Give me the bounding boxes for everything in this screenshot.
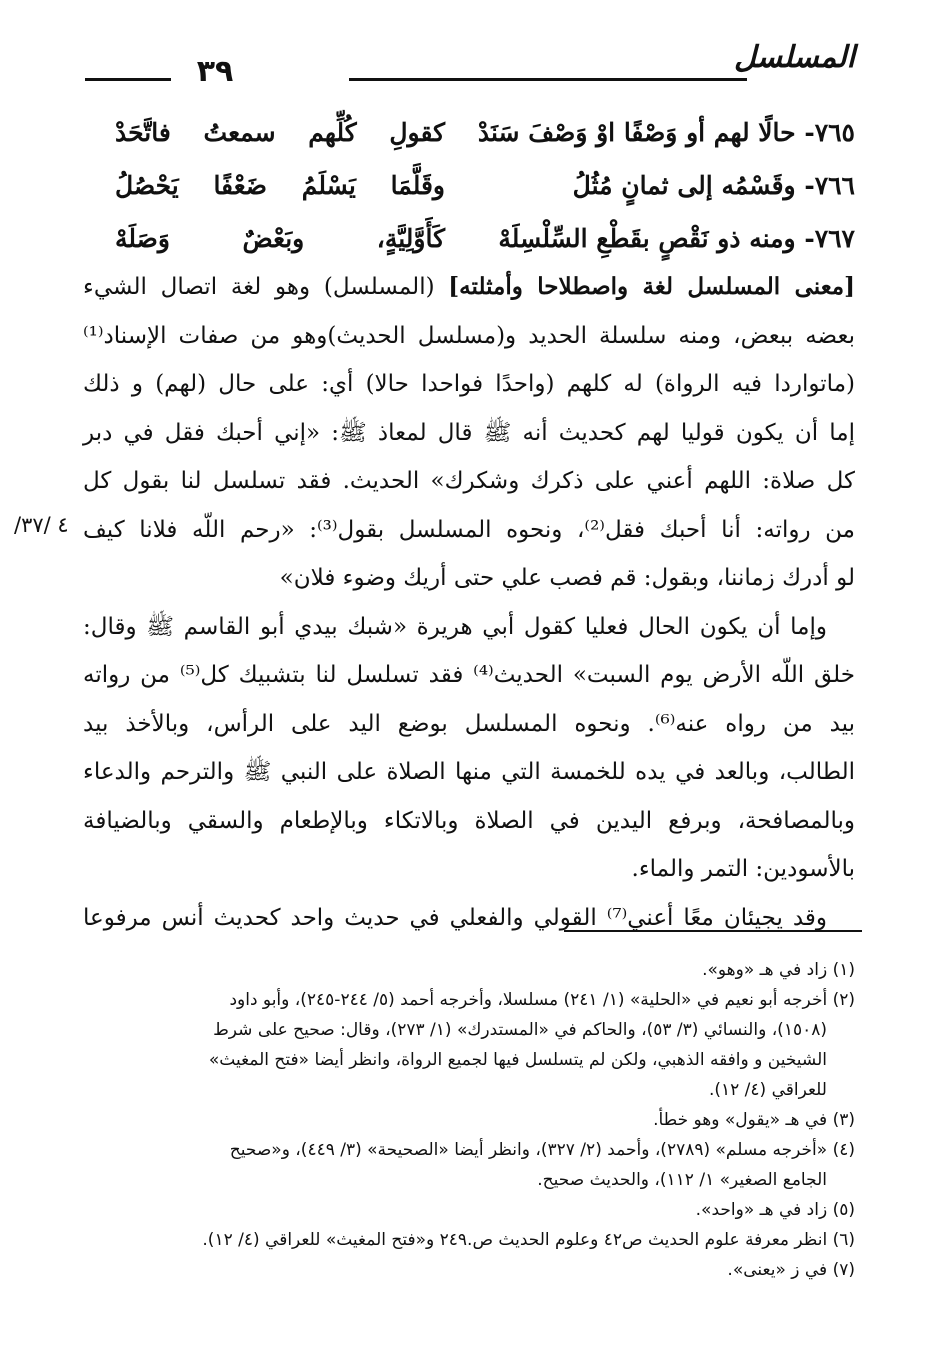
text-line: بيد من رواه عنه⁽⁶⁾. ونحوه المسلسل بوضع اليد على الرأس، وبالأخذ بيد — [83, 710, 855, 737]
margin-reference: /٤ /٣٧ — [14, 513, 69, 537]
footnote: (٦) انظر معرفة علوم الحديث ص٤٢ وعلوم الحديث ص.٢٤٩ و«فتح المغيث» للعراقي (٤/ ١٢). — [202, 1230, 855, 1250]
footnote: (٤) «أخرجه مسلم» (٢٧٨٩)، وأحمد (٢/ ٣٢٧)، وانظر أيضا «الصحيحة» (٣/ ٤٤٩)، و«صحيح — [229, 1140, 855, 1160]
verse-765 — [115, 108, 855, 161]
text-line: كل صلاة: اللهم أعني على ذكرك وشكرك» الحديث. فقد تسلسل لنا بقول كل — [83, 468, 855, 494]
header-rule — [349, 78, 747, 81]
footnote-continuation: الجامع الصغير» ١/ ١١٢)، والحديث صحيح. — [537, 1170, 827, 1190]
footnote-continuation: للعراقي (٤/ ١٢). — [708, 1080, 827, 1100]
verse-second-hemistich: كَأَوَّلِيَّةٍ، وبَعْضٌ وَصَلَهْ — [115, 224, 445, 253]
footnote-continuation: الشيخين و وافقه الذهبي، ولكن لم يتسلسل فيها لجميع الرواة، وانظر أيضا «فتح المغيث» — [208, 1050, 827, 1070]
footnote-continuation: (١٥٠٨)، والنسائي (٣/ ٥٣)، والحاكم في «المستدرك» (١/ ٢٧٣)، وقال: صحيح على شرط — [213, 1020, 827, 1040]
header-rule-short — [85, 78, 171, 81]
text-line: لو أدرك زماننا، وبقول: قم فصب علي حتى أريك وضوء فلان» — [279, 565, 855, 591]
footnote: (٥) زاد في هـ «واحد». — [695, 1200, 855, 1220]
text-line: وبالمصافحة، وبرفع اليدين في الصلاة وبالاتكاء وبالإطعام والسقي وبالضيافة — [83, 807, 855, 834]
verse-first-hemistich: ٧٦٧- ومنه ذو نَقْصٍ بقَطْعِ السِّلْسِلَهْ — [498, 224, 855, 253]
text-line: الطالب، وبالعد في يده للخمسة التي منها الصلاة على النبي ﷺ والترحم والدعاء — [83, 759, 855, 785]
text-span: (المسلسل) وهو لغة اتصال الشيء — [83, 274, 435, 300]
text-line: وقد يجيئان معًا أعني⁽⁷⁾ القولي والفعلي في حديث واحد كحديث أنس مرفوعا — [83, 904, 827, 931]
verse-second-hemistich: كقولِ كُلِّهم سمعتُ فاتَّحَدْ — [115, 118, 445, 147]
text-line: بعضه ببعض، ومنه سلسلة الحديد و(مسلسل الحديث)وهو من صفات الإسناد⁽¹⁾ — [83, 322, 855, 349]
verse-first-hemistich: ٧٦٥- حالًا لهم أو وَصْفًا اوْ وَصْفَ سَنَدْ — [477, 118, 855, 147]
commentary-text — [83, 263, 855, 942]
page-number: ٣٩ — [196, 54, 234, 89]
verse-766 — [115, 161, 855, 214]
verse-block — [115, 108, 855, 267]
verse-first-hemistich: ٧٦٦- وقَسْمُه إلى ثمانٍ مُثُلُ — [572, 171, 855, 200]
footnote: (٢) أخرجه أبو نعيم في «الحلية» (١/ ٢٤١) مسلسلا، وأخرجه أحمد (٥/ ٢٤٤-٢٤٥)، وأبو داود — [229, 990, 855, 1010]
footnotes — [90, 955, 855, 1285]
verse-767 — [115, 214, 855, 267]
text-line: بالأسودين: التمر والماء. — [631, 856, 855, 882]
text-line: وإما أن يكون الحال فعليا كقول أبي هريرة «شبك بيدي أبو القاسم ﷺ وقال: — [83, 613, 827, 640]
footnote: (٣) في هـ «يقول» وهو خطأ. — [653, 1110, 855, 1130]
section-heading: [معنى المسلسل لغة واصطلاحا وأمثلته] — [448, 273, 855, 300]
text-line: من رواته: أنا أحبك فقل⁽²⁾، ونحوه المسلسل بقول⁽³⁾: «رحم اللّه فلانا كيف — [83, 516, 856, 543]
text-line: (ماتواردا فيه الرواة) له كلهم (واحدًا فواحدا حالا) أي: على حال (لهم) و ذلك — [83, 371, 855, 397]
text-line: خلق اللّه الأرض يوم السبت» الحديث⁽⁴⁾ فقد تسلسل لنا بتشبيك كل⁽⁵⁾ من رواته — [83, 662, 855, 688]
verse-second-hemistich: وقَلَّمَا يَسْلَمُ ضَعْفًا يَحْصُلُ — [115, 171, 445, 200]
text-line — [83, 263, 855, 312]
page-header — [85, 38, 855, 88]
footnote: (١) زاد في هـ «وهو». — [702, 960, 855, 980]
text-line: إما أن يكون قوليا لهم كحديث أنه ﷺ قال لمعاذ ﷺ: «إني أحبك فقل في دبر — [83, 419, 855, 446]
running-title: المسلسل — [734, 40, 855, 75]
footnote-separator — [564, 930, 862, 932]
footnote: (٧) في ز «يعنى». — [727, 1260, 855, 1280]
